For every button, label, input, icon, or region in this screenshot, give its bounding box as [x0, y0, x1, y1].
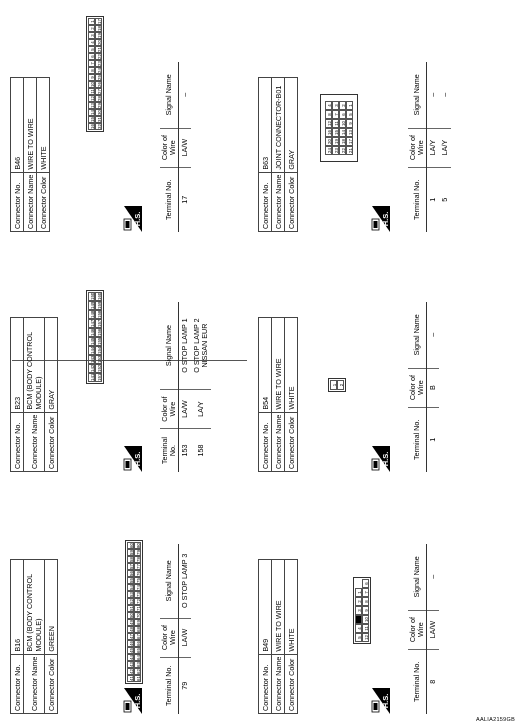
- connector-pin: 157: [97, 319, 102, 327]
- connector-pin: 5: [346, 110, 353, 119]
- connector-panel-b54: [258, 314, 437, 472]
- connector-pin: 7: [362, 588, 369, 597]
- connector-pin: 78: [136, 557, 141, 562]
- connector-pin: 60: [129, 543, 134, 548]
- connector-pin: 10: [339, 119, 346, 128]
- connector-pin: 11: [332, 119, 339, 128]
- connector-pin: 42: [129, 669, 134, 674]
- connector-no-label: Connector No.: [259, 172, 272, 231]
- connector-panel-b46: [10, 19, 189, 232]
- connector-color-label: Connector Color: [45, 412, 58, 471]
- connector-pin: 45: [129, 648, 134, 653]
- connector-pin: 74: [136, 585, 141, 590]
- connector-pin: 47: [129, 634, 134, 639]
- connector-pin: 66: [136, 641, 141, 646]
- connector-pin: 11: [362, 624, 369, 633]
- connector-pin: 72: [136, 599, 141, 604]
- terminal-no: 79: [179, 657, 192, 714]
- connector-pin: 149: [90, 301, 95, 309]
- connector-name-value: WIRE TO WIRE: [24, 77, 37, 172]
- connector-name-label: Connector Name: [272, 412, 285, 471]
- connector-pin: 4: [88, 39, 95, 46]
- connector-pin: 50: [129, 613, 134, 618]
- terminal-no: 1: [427, 167, 440, 232]
- connector-pin: 144: [90, 346, 95, 354]
- connector-name-label: Connector Name: [24, 412, 45, 471]
- signal-name-header: Signal Name: [160, 302, 179, 390]
- connector-color-label: Connector Color: [285, 412, 298, 471]
- connector-pin: 68: [136, 627, 141, 632]
- connector-pin: 61: [136, 676, 141, 681]
- terminal-table: [408, 62, 451, 232]
- connector-name-label: Connector Name: [24, 654, 45, 713]
- terminal-table: [160, 544, 191, 714]
- connector-pin: 1: [355, 588, 362, 597]
- connector-pin: 57: [129, 564, 134, 569]
- wire-color: LA/W: [179, 618, 192, 657]
- connector-pin: 147: [90, 319, 95, 327]
- signal-name: –: [428, 332, 437, 337]
- connector-pin: 1: [330, 380, 337, 390]
- connector-face: [125, 540, 143, 684]
- connector-pin: 156: [97, 328, 102, 336]
- connector-pin: 53: [129, 592, 134, 597]
- connector-pin: 2: [355, 597, 362, 606]
- connector-pin: 25: [97, 75, 102, 80]
- connector-pin: 10: [362, 615, 369, 624]
- connector-pin: 46: [129, 641, 134, 646]
- connector-face: [86, 290, 104, 384]
- wire-color-header: Color of Wire: [160, 618, 179, 657]
- connector-pin: 67: [136, 634, 141, 639]
- connector-pin: 16: [90, 124, 95, 129]
- connector-pin: 4: [325, 101, 332, 110]
- connector-no-label: Connector No.: [259, 412, 272, 471]
- connector-pin: 80: [136, 543, 141, 548]
- connector-pin: 7: [332, 110, 339, 119]
- connector-color-value: WHITE: [37, 77, 50, 172]
- connector-info-table: [258, 559, 298, 714]
- connector-pin: 22: [97, 54, 102, 59]
- wire-color: LA/W: [179, 390, 192, 429]
- connector-pin: 151: [97, 373, 102, 381]
- signal-name-header: Signal Name: [408, 544, 427, 610]
- connector-pin: 143: [90, 355, 95, 363]
- connector-face: [320, 94, 358, 162]
- connector-pin: 31: [97, 117, 102, 122]
- signal-name: O STOP LAMP 3: [180, 553, 189, 608]
- connector-pin: 19: [97, 33, 102, 38]
- harness-side-icon: [370, 206, 390, 232]
- connector-pin: 155: [97, 337, 102, 345]
- connector-panel-b63: [258, 74, 449, 232]
- harness-side-icon: [122, 206, 142, 232]
- connector-pin: 5: [88, 46, 95, 53]
- connector-pin: 32: [97, 124, 102, 129]
- connector-pin: 24: [97, 68, 102, 73]
- connector-pin: 26: [97, 82, 102, 87]
- connector-pin: 43: [129, 662, 134, 667]
- terminal-no: 8: [427, 649, 440, 714]
- connector-pin: 1: [346, 101, 353, 110]
- terminal-no-header: Terminal No.: [408, 167, 427, 232]
- connector-pin: 14: [339, 128, 346, 137]
- connector-pin: 12: [362, 633, 369, 642]
- connector-pin: 8: [362, 597, 369, 606]
- wire-color: LA/Y: [191, 390, 211, 429]
- connector-pin: 20: [97, 40, 102, 45]
- connector-name-value: BCM (BODY CONTROL MODULE): [24, 317, 45, 412]
- connector-pin: 150: [90, 292, 95, 300]
- connector-pin: 11: [90, 89, 95, 94]
- connector-color-label: Connector Color: [37, 172, 50, 231]
- harness-side-icon: [122, 446, 142, 472]
- connector-panel-b49: [258, 556, 437, 714]
- connector-panel-b16: [10, 543, 189, 714]
- connector-pin: 160: [97, 292, 102, 300]
- table-row: [191, 302, 211, 472]
- wire-color: B: [427, 368, 440, 407]
- connector-info-table: [10, 559, 58, 714]
- connector-no-label: Connector No.: [11, 654, 24, 713]
- figure-code: AALIA2159GB: [476, 717, 515, 723]
- connector-pin: 2: [337, 380, 344, 390]
- harness-side-icon: [370, 446, 390, 472]
- connector-pin: 1: [88, 18, 95, 25]
- terminal-table: [408, 302, 439, 472]
- terminal-no: 5: [439, 167, 451, 232]
- connector-pin: 27: [97, 89, 102, 94]
- table-row: [439, 62, 451, 232]
- connector-pin: 152: [97, 364, 102, 372]
- connector-color-label: Connector Color: [285, 172, 298, 231]
- connector-pin: 62: [136, 669, 141, 674]
- connector-no-label: Connector No.: [259, 654, 272, 713]
- connector-name-label: Connector Name: [272, 654, 285, 713]
- connector-pin: 79: [136, 550, 141, 555]
- terminal-no-header: Terminal No.: [160, 167, 179, 232]
- signal-name: –: [440, 92, 449, 97]
- connector-pin: 14: [90, 110, 95, 115]
- connector-pin: 5: [355, 633, 362, 642]
- signal-name-header: Signal Name: [408, 302, 427, 368]
- connector-pin: 142: [90, 364, 95, 372]
- connector-pin: 20: [325, 137, 332, 146]
- svg-text:H.S.: H.S.: [381, 451, 390, 467]
- connector-no-value: B63: [259, 77, 272, 172]
- connector-color-value: GRAY: [45, 317, 58, 412]
- terminal-table: [160, 62, 191, 232]
- connector-pin: 154: [97, 346, 102, 354]
- connector-pin: 58: [129, 557, 134, 562]
- connector-pin: 15: [332, 128, 339, 137]
- connector-pin: 41: [129, 676, 134, 681]
- connector-pin: 77: [136, 564, 141, 569]
- connector-pin: 18: [97, 26, 102, 31]
- connector-pin: 73: [136, 592, 141, 597]
- connector-pin: 48: [129, 627, 134, 632]
- connector-pin: 49: [129, 620, 134, 625]
- connector-no-value: B23: [11, 317, 24, 412]
- connector-pin: 148: [90, 310, 95, 318]
- connector-color-value: WHITE: [285, 559, 298, 654]
- connector-pin: 63: [136, 662, 141, 667]
- connector-pin: 22: [339, 146, 346, 155]
- wire-color: LA/W: [427, 610, 440, 649]
- connector-pin: 6: [362, 579, 369, 588]
- connector-info-table: [258, 77, 298, 232]
- connector-pin: 9: [346, 119, 353, 128]
- wire-color-header: Color of Wire: [408, 610, 427, 649]
- connector-pin: 59: [129, 550, 134, 555]
- table-row: [427, 62, 440, 232]
- terminal-no-header: Terminal No.: [408, 407, 427, 472]
- connector-pin: 8: [325, 110, 332, 119]
- wire-color-header: Color of Wire: [408, 368, 427, 407]
- signal-name: O STOP LAMP 1: [180, 318, 189, 373]
- connector-color-label: Connector Color: [285, 654, 298, 713]
- terminal-no: 158: [191, 429, 211, 472]
- terminal-no: 1: [427, 407, 440, 472]
- wire-color: LA/W: [179, 128, 192, 167]
- terminal-no: 153: [179, 429, 192, 472]
- connector-info-table: [258, 317, 298, 472]
- connector-pin: 8: [88, 67, 95, 74]
- connector-pin: 158: [97, 310, 102, 318]
- connector-pin: 64: [136, 655, 141, 660]
- connector-pin: 141: [90, 373, 95, 381]
- terminal-table: [408, 544, 439, 714]
- connector-color-value: GREEN: [45, 559, 58, 654]
- connector-pin: 15: [90, 117, 95, 122]
- connector-face: [86, 16, 104, 132]
- signal-name: –: [428, 92, 437, 97]
- connector-color-value: GRAY: [285, 77, 298, 172]
- connector-no-label: Connector No.: [11, 172, 24, 231]
- connector-pin: 65: [136, 648, 141, 653]
- signal-name-header: Signal Name: [408, 62, 427, 128]
- connector-pin: 21: [97, 47, 102, 52]
- connector-pin: 24: [325, 146, 332, 155]
- connector-name-label: Connector Name: [24, 172, 37, 231]
- signal-name: O STOP LAMP 2 NISSAN EUR: [192, 318, 209, 373]
- connector-pin: 17: [97, 19, 102, 24]
- wire-color-header: Color of Wire: [160, 390, 179, 429]
- harness-side-icon: [370, 688, 390, 714]
- connector-pin: 12: [90, 96, 95, 101]
- svg-text:H.S.: H.S.: [133, 451, 142, 467]
- connector-pin: 13: [90, 103, 95, 108]
- connector-panel-b23: [10, 292, 209, 472]
- signal-name-header: Signal Name: [160, 544, 179, 618]
- connector-info-table: [10, 77, 50, 232]
- connector-pin: 23: [332, 146, 339, 155]
- connector-pin: 56: [129, 571, 134, 576]
- table-row: [427, 544, 440, 714]
- connector-name-value: BCM (BODY CONTROL MODULE): [24, 559, 45, 654]
- connector-no-value: B49: [259, 559, 272, 654]
- signal-name: –: [180, 92, 189, 97]
- wire-color: LA/Y: [427, 128, 440, 167]
- connector-pin: 17: [346, 137, 353, 146]
- connector-no-value: B54: [259, 317, 272, 412]
- table-row: [179, 62, 192, 232]
- svg-text:H.S.: H.S.: [381, 211, 390, 227]
- connector-pin: 16: [325, 128, 332, 137]
- signal-name: –: [428, 574, 437, 579]
- connector-pin: [355, 615, 362, 624]
- connector-name-label: Connector Name: [272, 172, 285, 231]
- connector-pin: 21: [346, 146, 353, 155]
- wire-color: LA/Y: [439, 128, 451, 167]
- connector-pin: 12: [325, 119, 332, 128]
- connector-pin: 30: [97, 110, 102, 115]
- svg-text:H.S.: H.S.: [133, 211, 142, 227]
- connector-pin: 3: [355, 606, 362, 615]
- connector-info-table: [10, 317, 58, 472]
- connector-pin: 28: [97, 96, 102, 101]
- connector-color-value: WHITE: [285, 317, 298, 412]
- table-row: [427, 302, 440, 472]
- table-row: [179, 302, 192, 472]
- connector-pin: 19: [332, 137, 339, 146]
- connector-pin: 69: [136, 620, 141, 625]
- connector-pin: 71: [136, 606, 141, 611]
- connector-pin: 3: [88, 32, 95, 39]
- connector-pin: 146: [90, 328, 95, 336]
- terminal-no: 17: [179, 167, 192, 232]
- connector-pin: 4: [355, 624, 362, 633]
- svg-text:H.S.: H.S.: [133, 693, 142, 709]
- connector-pin: 75: [136, 578, 141, 583]
- connector-pin: 9: [362, 606, 369, 615]
- wire-color-header: Color of Wire: [408, 128, 427, 167]
- connector-pin: 6: [339, 110, 346, 119]
- terminal-table: [160, 302, 211, 472]
- terminal-no-header: Terminal No.: [160, 657, 179, 714]
- connector-pin: 7: [88, 60, 95, 67]
- connector-pin: 55: [129, 578, 134, 583]
- connector-pin: 54: [129, 585, 134, 590]
- connector-pin: 29: [97, 103, 102, 108]
- connector-name-value: WIRE TO WIRE: [272, 317, 285, 412]
- wire-color-header: Color of Wire: [160, 128, 179, 167]
- connector-pin: 51: [129, 606, 134, 611]
- signal-name-header: Signal Name: [160, 62, 179, 128]
- connector-pin: 70: [136, 613, 141, 618]
- harness-side-icon: [122, 688, 142, 714]
- connector-pin: 6: [88, 53, 95, 60]
- connector-pin: 153: [97, 355, 102, 363]
- connector-pin: 9: [88, 74, 95, 81]
- svg-text:H.S.: H.S.: [381, 693, 390, 709]
- terminal-no-header: Terminal No.: [408, 649, 427, 714]
- connector-no-value: B16: [11, 559, 24, 654]
- connector-color-label: Connector Color: [45, 654, 58, 713]
- connector-pin: 2: [88, 25, 95, 32]
- connector-pin: 18: [339, 137, 346, 146]
- terminal-no-header: Terminal No.: [160, 429, 179, 472]
- connector-face: [353, 577, 371, 644]
- connector-face: [328, 378, 346, 392]
- connector-no-value: B46: [11, 77, 24, 172]
- connector-pin: 52: [129, 599, 134, 604]
- connector-pin: 10: [90, 82, 95, 87]
- connector-pin: 13: [346, 128, 353, 137]
- connector-name-value: JOINT CONNECTOR-B01: [272, 77, 285, 172]
- connector-pin: 44: [129, 655, 134, 660]
- connector-pin: 23: [97, 61, 102, 66]
- table-row: [179, 544, 192, 714]
- connector-pin: 76: [136, 571, 141, 576]
- connector-pin: 159: [97, 301, 102, 309]
- connector-name-value: WIRE TO WIRE: [272, 559, 285, 654]
- connector-no-label: Connector No.: [11, 412, 24, 471]
- connector-pin: 3: [332, 101, 339, 110]
- connector-pin: 145: [90, 337, 95, 345]
- connector-pin: 2: [339, 101, 346, 110]
